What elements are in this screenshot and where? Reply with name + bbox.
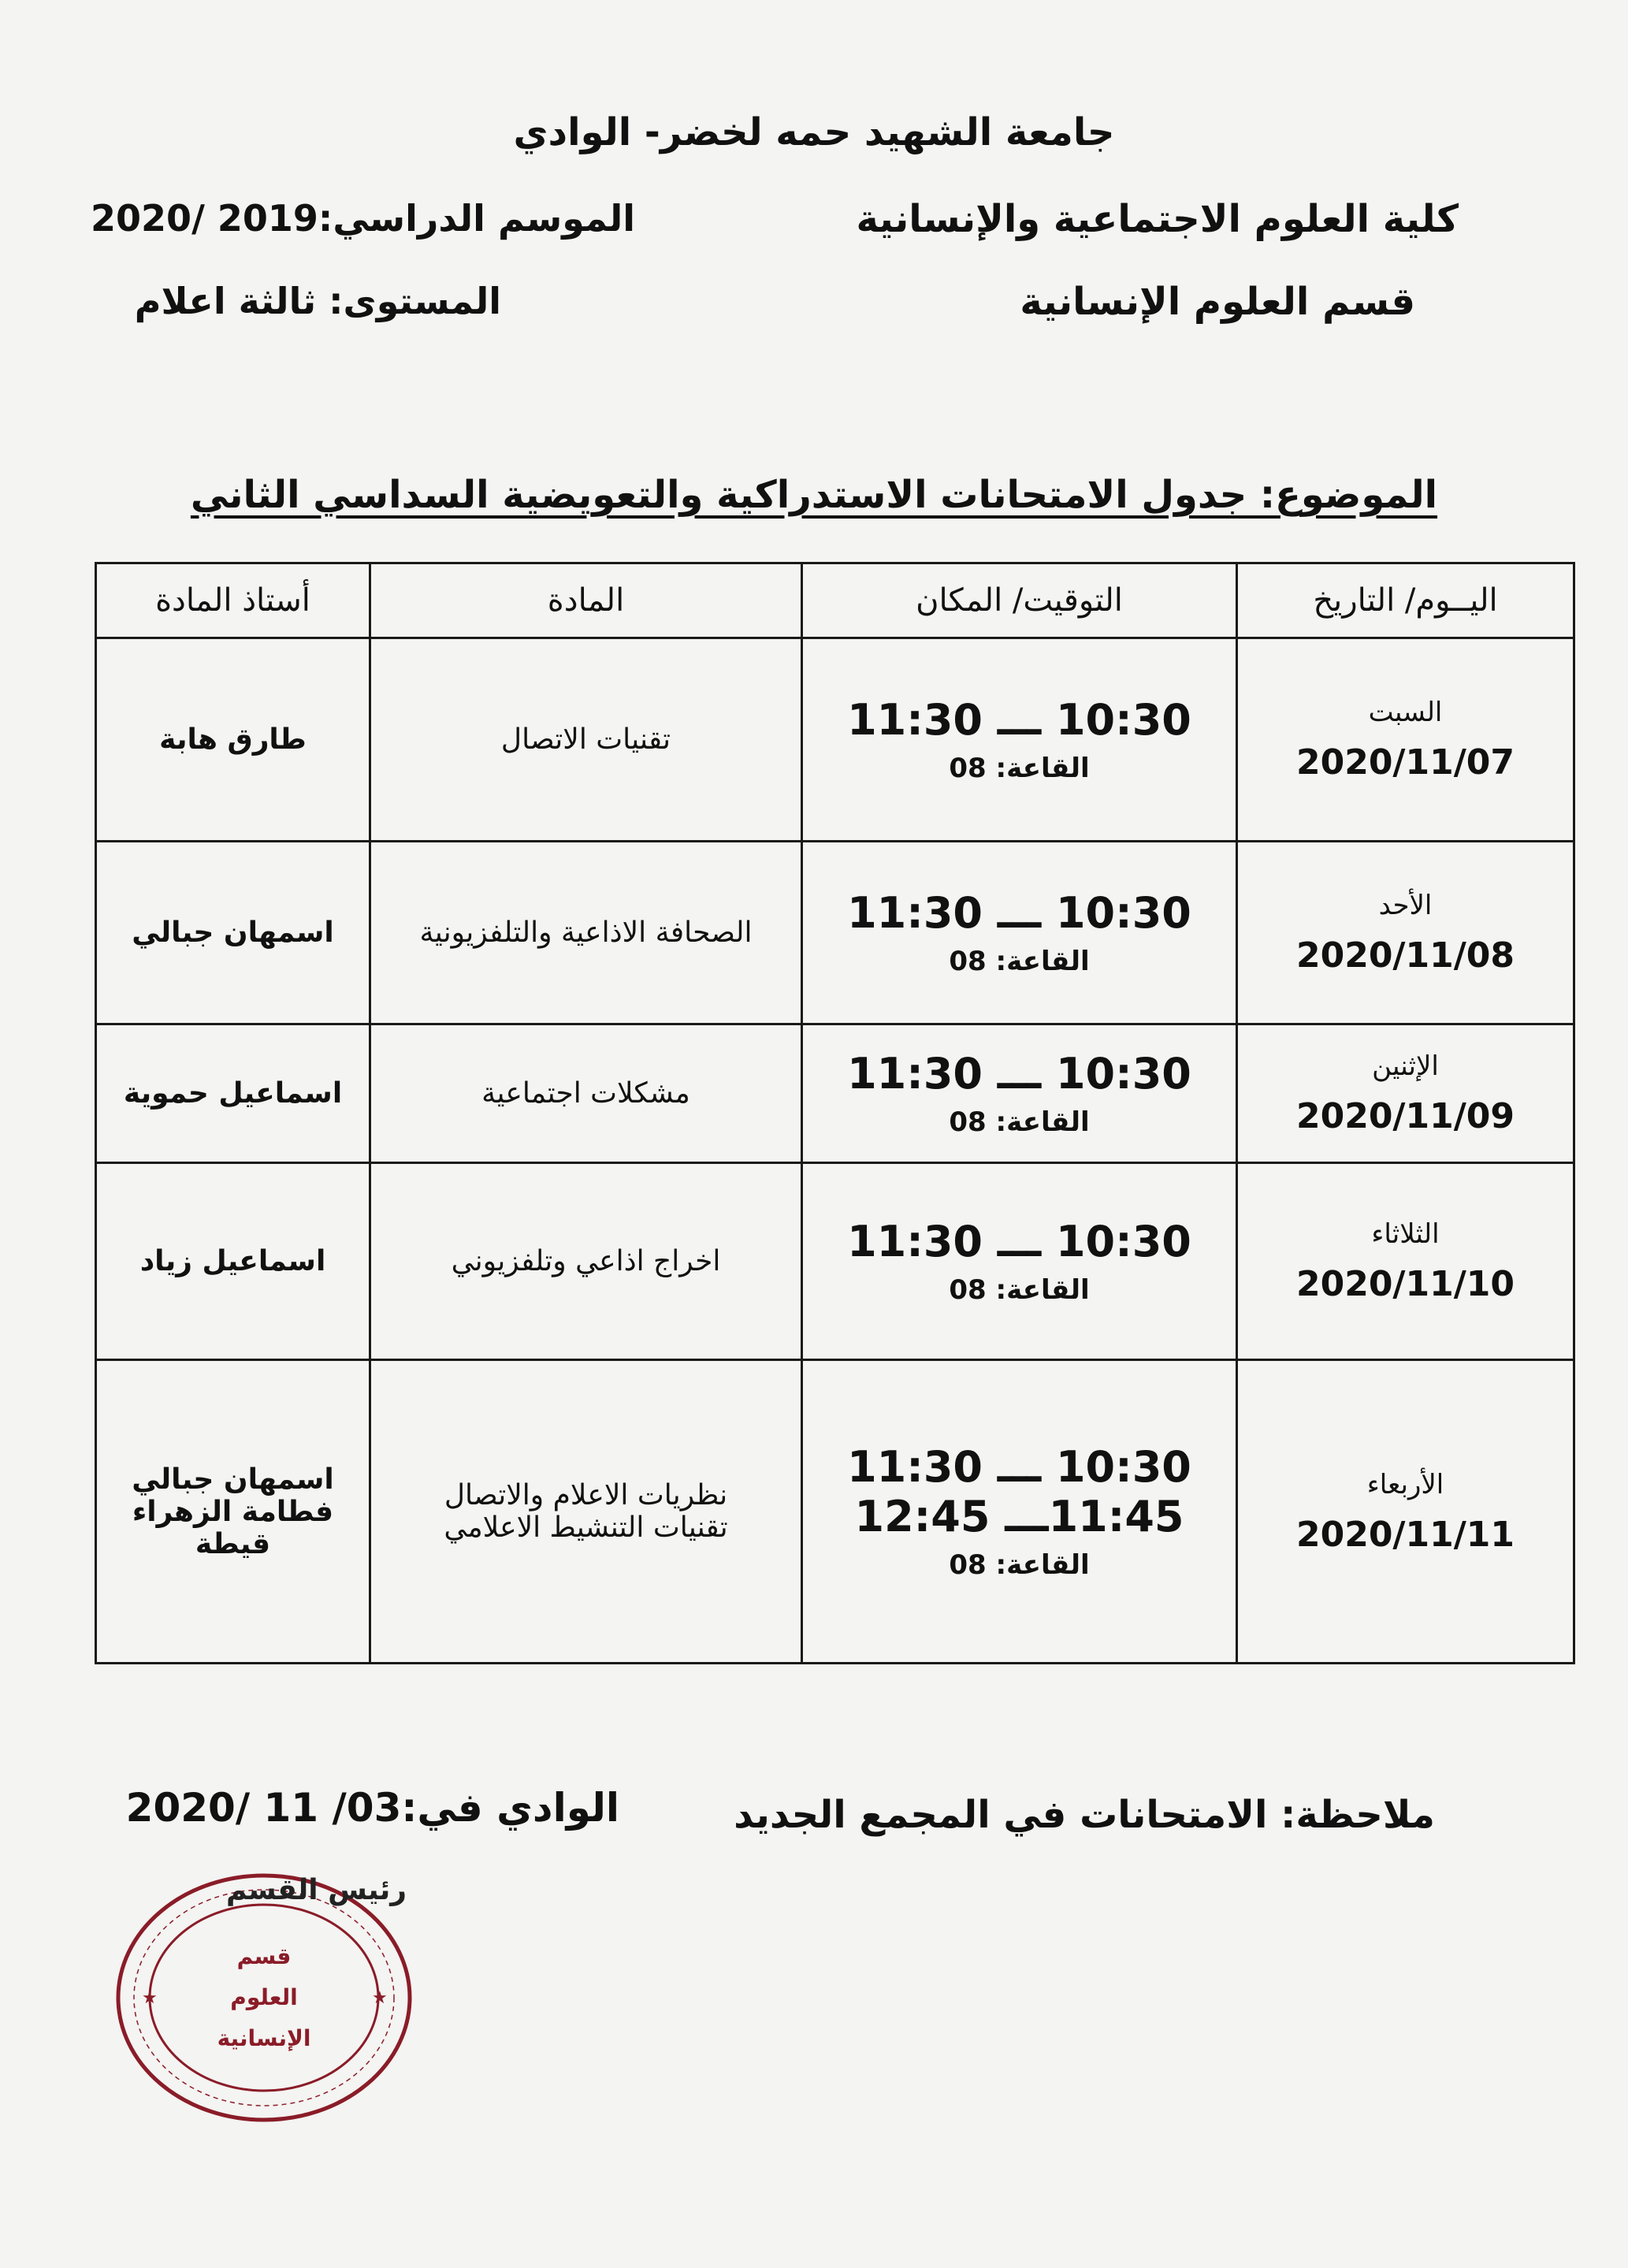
course-name: مشكلات اجتماعية bbox=[481, 1077, 690, 1110]
signer-title: رئيس القسم bbox=[226, 1874, 407, 1906]
time-place-cell bbox=[802, 1024, 1237, 1163]
table-row bbox=[96, 638, 1574, 842]
time-place-cell bbox=[802, 1360, 1237, 1664]
table-row bbox=[96, 1024, 1574, 1163]
subject-text: الموضوع: جدول الامتحانات الاستدراكية والتعويضية السداسي الثاني bbox=[190, 473, 1438, 517]
university-name: جامعة الشهيد حمه لخضر- الوادي bbox=[513, 110, 1115, 154]
stamp-star-right-icon: ★ bbox=[372, 1988, 388, 2008]
day-date-cell bbox=[1237, 638, 1574, 842]
table-header-row bbox=[96, 563, 1574, 638]
professor-name: اسمهان جبالي bbox=[132, 916, 334, 949]
exam-date: 2020/11/07 bbox=[1295, 742, 1515, 783]
exam-date: 2020/11/10 bbox=[1295, 1264, 1515, 1304]
document-subject bbox=[0, 473, 1628, 517]
exam-room: القاعة: 08 bbox=[949, 1274, 1090, 1306]
course-name: نظريات الاعلام والاتصال bbox=[444, 1479, 728, 1511]
day-name: السبت bbox=[1368, 697, 1443, 728]
day-date-cell bbox=[1237, 842, 1574, 1024]
course-name: اخراج اذاعي وتلفزيوني bbox=[451, 1245, 721, 1277]
time-stack bbox=[803, 1442, 1236, 1581]
department-name: قسم العلوم الإنسانية bbox=[1020, 280, 1415, 324]
course-cell bbox=[370, 842, 802, 1024]
exam-time: 10:30 ـــ 11:30 bbox=[847, 1049, 1191, 1099]
place-and-date: الوادي في:03/ 11 /2020 bbox=[125, 1785, 619, 1831]
day-date-cell bbox=[1237, 1163, 1574, 1360]
day-name: الأحد bbox=[1378, 890, 1433, 921]
course-name: تقنيات الاتصال bbox=[500, 723, 671, 756]
academic-season: الموسم الدراسي:2019 /2020 bbox=[91, 197, 635, 240]
course-stack bbox=[371, 1479, 801, 1544]
time-place-cell bbox=[802, 842, 1237, 1024]
stamp-line: قسم bbox=[236, 1943, 292, 1969]
exam-room: القاعة: 08 bbox=[949, 946, 1090, 977]
professor-cell bbox=[96, 1360, 370, 1664]
exam-room: القاعة: 08 bbox=[949, 753, 1090, 784]
professor-stack bbox=[97, 1463, 369, 1560]
header-day-date: اليــوم/ التاريخ bbox=[1237, 563, 1574, 638]
table-row bbox=[96, 842, 1574, 1024]
footer-note: ملاحظة: الامتحانات في المجمع الجديد bbox=[734, 1793, 1435, 1837]
faculty-name: كلية العلوم الاجتماعية والإنسانية bbox=[856, 197, 1459, 241]
course-cell bbox=[370, 1360, 802, 1664]
exam-date: 2020/11/08 bbox=[1295, 935, 1515, 976]
exam-time: 10:30 ـــ 11:30 bbox=[847, 1217, 1191, 1266]
professor-name: طارق هابة bbox=[159, 723, 307, 756]
exam-room: القاعة: 08 bbox=[949, 1106, 1090, 1138]
exam-time: 10:30 ـــ 11:30 bbox=[847, 695, 1191, 745]
day-name: الإثنين bbox=[1372, 1050, 1439, 1082]
header-course: المادة bbox=[370, 563, 802, 638]
course-cell bbox=[370, 1163, 802, 1360]
table-row bbox=[96, 1163, 1574, 1360]
course-cell bbox=[370, 1024, 802, 1163]
professor-name: اسماعيل حموية bbox=[123, 1077, 343, 1110]
professor-cell bbox=[96, 1024, 370, 1163]
day-name: الثلاثاء bbox=[1371, 1218, 1440, 1250]
study-level: المستوى: ثالثة اعلام bbox=[134, 280, 501, 322]
professor-cell bbox=[96, 1163, 370, 1360]
exam-date: 2020/11/09 bbox=[1295, 1096, 1515, 1136]
course-name: الصحافة الاذاعية والتلفزيونية bbox=[419, 916, 753, 949]
header-time-place: التوقيت/ المكان bbox=[802, 563, 1237, 638]
course-name: تقنيات التنشيط الاعلامي bbox=[444, 1511, 728, 1544]
stamp-text bbox=[110, 1868, 418, 2128]
exam-room: القاعة: 08 bbox=[949, 1549, 1090, 1581]
header-professor: أستاذ المادة bbox=[96, 563, 370, 638]
day-date-cell bbox=[1237, 1024, 1574, 1163]
time-place-cell bbox=[802, 1163, 1237, 1360]
exam-time: 10:30 ـــ 11:30 bbox=[847, 888, 1191, 938]
stamp-line: العلوم bbox=[230, 1984, 298, 2010]
second-slot bbox=[803, 1492, 1236, 1581]
course-cell bbox=[370, 638, 802, 842]
professor-cell bbox=[96, 638, 370, 842]
stamp-line: الإنسانية bbox=[217, 2025, 311, 2051]
exam-schedule-table bbox=[95, 562, 1575, 1664]
professor-name: اسمهان جبالي bbox=[132, 1463, 334, 1496]
day-name: الأربعاء bbox=[1366, 1468, 1444, 1500]
day-date-cell bbox=[1237, 1360, 1574, 1664]
professor-name: اسماعيل زياد bbox=[139, 1245, 326, 1277]
exam-date: 2020/11/11 bbox=[1295, 1514, 1515, 1555]
time-place-cell bbox=[802, 638, 1237, 842]
table-row bbox=[96, 1360, 1574, 1664]
professor-cell bbox=[96, 842, 370, 1024]
stamp-star-left-icon: ★ bbox=[142, 1988, 158, 2008]
exam-time: 11:45ـــ 12:45 bbox=[854, 1492, 1184, 1541]
professor-name: فطامة الزهراء قيطة bbox=[132, 1495, 334, 1560]
exam-time: 10:30 ـــ 11:30 bbox=[847, 1442, 1191, 1492]
